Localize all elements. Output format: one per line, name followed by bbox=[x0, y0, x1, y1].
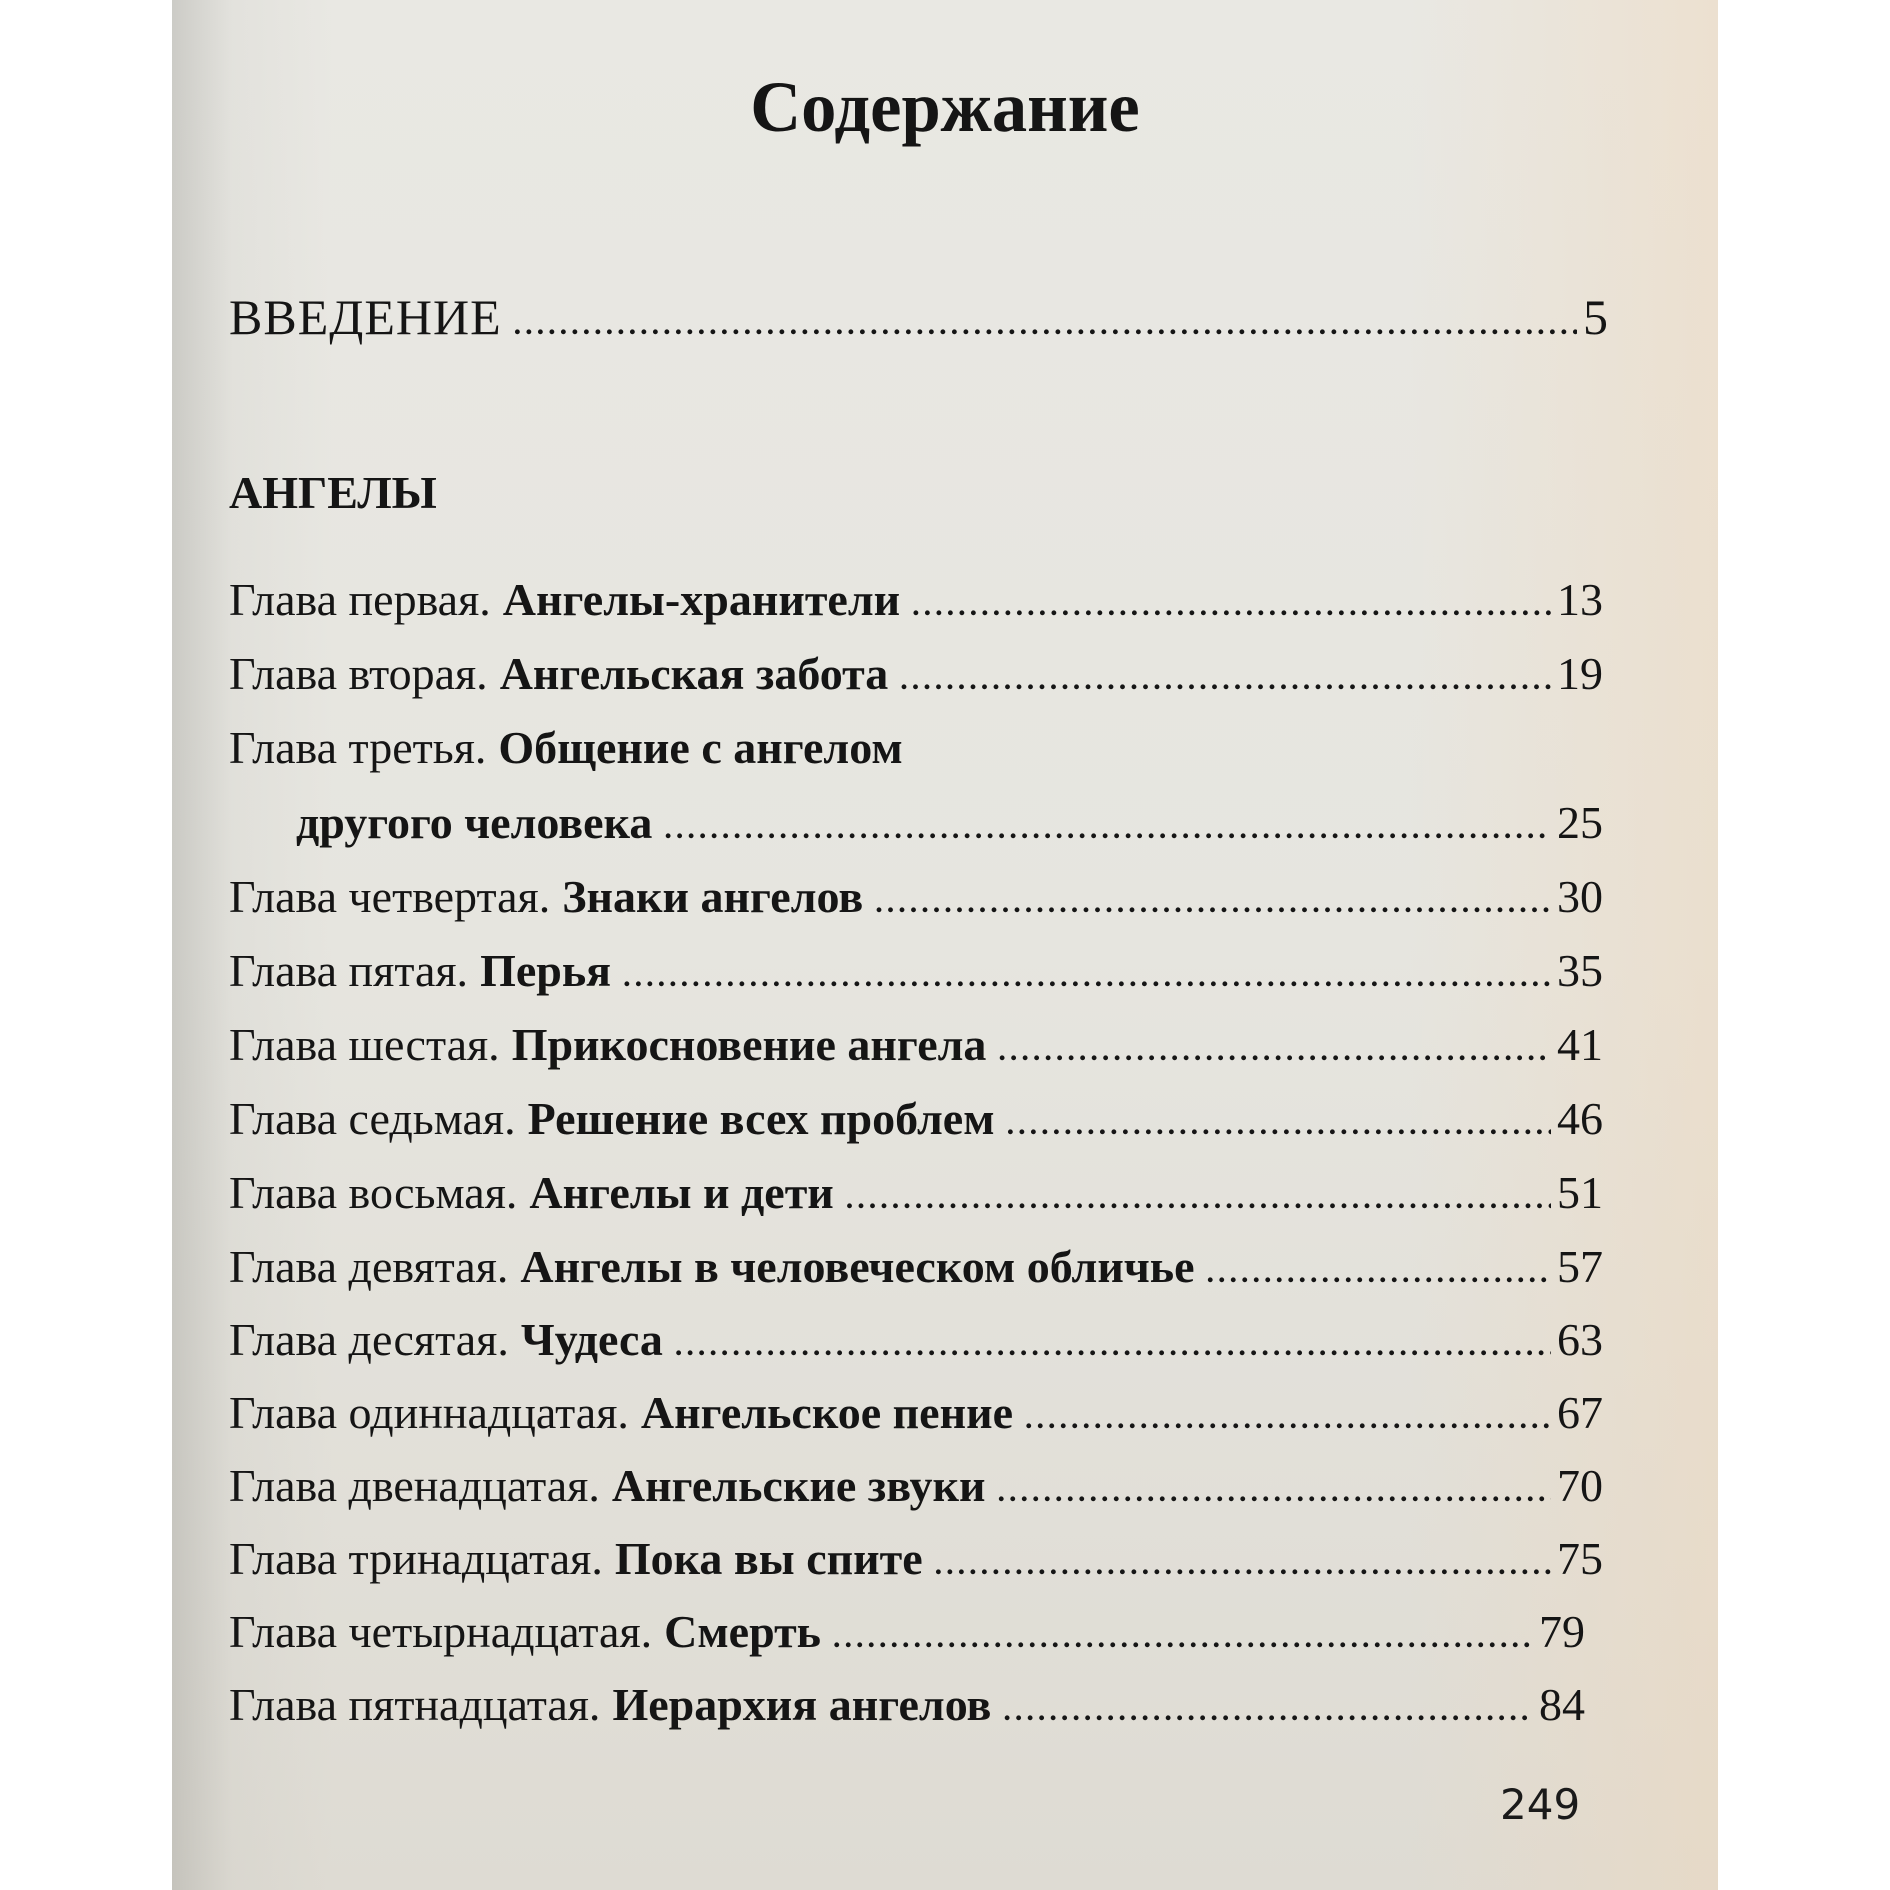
dot-leader bbox=[998, 1036, 1551, 1066]
dot-leader bbox=[998, 1477, 1551, 1507]
dot-leader bbox=[833, 1623, 1533, 1653]
chapter-lead: Глава десятая. bbox=[229, 1314, 509, 1365]
chapter-page: 63 bbox=[1557, 1314, 1603, 1365]
chapter-lead: Глава тринадцатая. bbox=[229, 1533, 603, 1584]
toc-entry-chapter-3[interactable] bbox=[229, 722, 903, 773]
toc-entry-chapter-11[interactable] bbox=[229, 1387, 1603, 1438]
dot-leader bbox=[935, 1550, 1551, 1580]
chapter-page: 35 bbox=[1557, 945, 1603, 996]
chapter-title: Иерархия ангелов bbox=[612, 1679, 992, 1730]
chapter-title: Ангелы-хранители bbox=[502, 574, 901, 625]
toc-entry-chapter-7[interactable] bbox=[229, 1093, 1603, 1144]
chapter-title: Ангелы и дети bbox=[529, 1167, 834, 1218]
toc-entry-chapter-12[interactable] bbox=[229, 1460, 1603, 1511]
chapter-page: 79 bbox=[1539, 1606, 1585, 1657]
toc-entry-chapter-10[interactable] bbox=[229, 1314, 1603, 1365]
chapter-title: Перья bbox=[480, 945, 612, 996]
chapter-page: 13 bbox=[1557, 574, 1603, 625]
chapter-page: 46 bbox=[1557, 1093, 1603, 1144]
toc-entry-chapter-4[interactable] bbox=[229, 871, 1603, 922]
chapter-lead: Глава шестая. bbox=[229, 1019, 500, 1070]
chapter-lead: Глава третья. bbox=[229, 722, 487, 773]
chapter-page: 84 bbox=[1539, 1679, 1585, 1730]
chapter-lead: Глава вторая. bbox=[229, 648, 488, 699]
chapter-page: 19 bbox=[1557, 648, 1603, 699]
toc-entry-chapter-3-continued[interactable] bbox=[296, 797, 1603, 848]
toc-entry-chapter-6[interactable] bbox=[229, 1019, 1603, 1070]
dot-leader bbox=[875, 888, 1551, 918]
chapter-lead: Глава седьмая. bbox=[229, 1093, 516, 1144]
dot-leader bbox=[623, 962, 1551, 992]
chapter-lead: Глава пятнадцатая. bbox=[229, 1679, 601, 1730]
chapter-title: Пока вы спите bbox=[614, 1533, 923, 1584]
chapter-lead: Глава четырнадцатая. bbox=[229, 1606, 653, 1657]
entry-label: ВВЕДЕНИЕ bbox=[229, 289, 502, 345]
book-page bbox=[172, 0, 1718, 1890]
chapter-lead: Глава двенадцатая. bbox=[229, 1460, 600, 1511]
dot-leader bbox=[900, 665, 1551, 695]
chapter-page: 30 bbox=[1557, 871, 1603, 922]
chapter-lead: Глава восьмая. bbox=[229, 1167, 518, 1218]
chapter-lead: Глава четвертая. bbox=[229, 871, 551, 922]
toc-entry-chapter-8[interactable] bbox=[229, 1167, 1603, 1218]
chapter-title: Знаки ангелов bbox=[562, 871, 864, 922]
chapter-title: Ангельские звуки bbox=[611, 1460, 986, 1511]
chapter-page: 57 bbox=[1557, 1241, 1603, 1292]
chapter-lead: Глава одиннадцатая. bbox=[229, 1387, 629, 1438]
dot-leader bbox=[1007, 1110, 1551, 1140]
dot-leader bbox=[675, 1331, 1551, 1361]
chapter-title: Общение с ангелом bbox=[498, 722, 903, 773]
chapter-title: Ангельская забота bbox=[499, 648, 889, 699]
chapter-lead: Глава девятая. bbox=[229, 1241, 509, 1292]
chapter-title: Смерть bbox=[664, 1606, 821, 1657]
chapter-title: Чудеса bbox=[520, 1314, 663, 1365]
chapter-title: Решение всех проблем bbox=[527, 1093, 995, 1144]
toc-entry-chapter-2[interactable] bbox=[229, 648, 1603, 699]
chapter-page: 67 bbox=[1557, 1387, 1603, 1438]
toc-entry-chapter-5[interactable] bbox=[229, 945, 1603, 996]
dot-leader bbox=[1003, 1696, 1533, 1726]
chapter-page: 70 bbox=[1557, 1460, 1603, 1511]
page-title: Содержание bbox=[750, 67, 1140, 147]
dot-leader bbox=[1025, 1404, 1551, 1434]
chapter-page: 25 bbox=[1557, 797, 1603, 848]
chapter-title: Прикосновение ангела bbox=[511, 1019, 987, 1070]
chapter-page: 51 bbox=[1557, 1167, 1603, 1218]
dot-leader bbox=[846, 1184, 1551, 1214]
toc-entry-chapter-1[interactable] bbox=[229, 574, 1603, 625]
toc-entry-introduction[interactable] bbox=[229, 289, 1609, 345]
dot-leader bbox=[1207, 1258, 1551, 1288]
chapter-lead: Глава пятая. bbox=[229, 945, 469, 996]
chapter-page: 75 bbox=[1557, 1533, 1603, 1584]
toc-entry-chapter-15[interactable] bbox=[229, 1679, 1585, 1730]
toc-entry-chapter-9[interactable] bbox=[229, 1241, 1603, 1292]
dot-leader bbox=[664, 814, 1551, 844]
toc-entry-chapter-13[interactable] bbox=[229, 1533, 1603, 1584]
dot-leader bbox=[514, 310, 1577, 340]
chapter-lead: Глава первая. bbox=[229, 574, 491, 625]
chapter-title-continued: другого человека bbox=[296, 797, 653, 848]
section-heading: АНГЕЛЫ bbox=[229, 467, 437, 518]
toc-entry-chapter-14[interactable] bbox=[229, 1606, 1585, 1657]
entry-page: 5 bbox=[1583, 289, 1609, 345]
dot-leader bbox=[912, 591, 1551, 621]
chapter-title: Ангельское пение bbox=[640, 1387, 1014, 1438]
chapter-title: Ангелы в человеческом обличье bbox=[520, 1241, 1195, 1292]
chapter-page: 41 bbox=[1557, 1019, 1603, 1070]
page-number: 249 bbox=[1500, 1780, 1581, 1829]
